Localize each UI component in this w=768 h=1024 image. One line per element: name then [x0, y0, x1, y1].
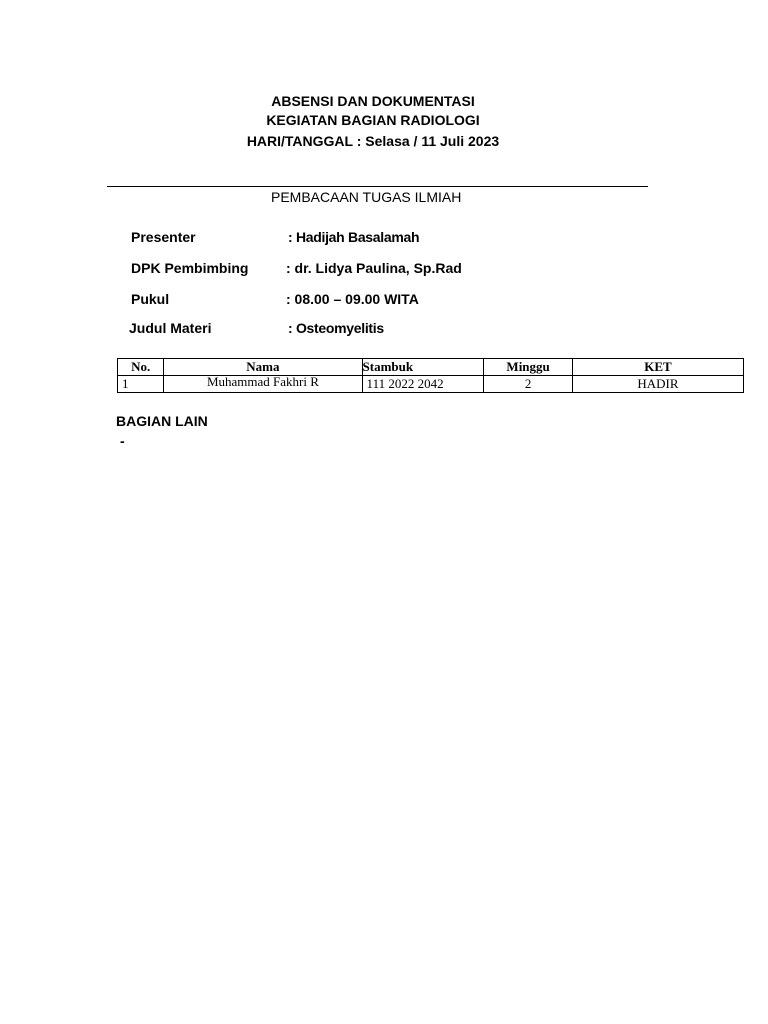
title-line-2: KEGIATAN BAGIAN RADIOLOGI [266, 112, 480, 128]
header-minggu: Minggu [484, 359, 573, 376]
presenter-value: : Hadijah Basalamah [288, 229, 420, 245]
topic-value: : Osteomyelitis [288, 320, 384, 336]
supervisor-label: DPK Pembimbing [131, 260, 249, 276]
header-no: No. [118, 359, 164, 376]
topic-label: Judul Materi [129, 320, 212, 336]
other-section-title: BAGIAN LAIN [116, 413, 208, 429]
supervisor-value: : dr. Lidya Paulina, Sp.Rad [286, 260, 462, 276]
other-section-item: - [120, 433, 125, 449]
cell-nama [164, 376, 362, 393]
header-nama: Nama [164, 359, 362, 376]
date-line: HARI/TANGGAL : Selasa / 11 Juli 2023 [246, 133, 500, 149]
attendance-table [117, 358, 744, 393]
presenter-label: Presenter [131, 229, 196, 245]
title-line-1: ABSENSI DAN DOKUMENTASI [271, 93, 475, 109]
header-ket: KET [572, 359, 743, 376]
time-value: : 08.00 – 09.00 WITA [286, 291, 419, 307]
table-header-row [118, 359, 744, 376]
cell-no: 1 [118, 376, 164, 393]
header-stambuk: Stambuk [362, 359, 484, 376]
cell-ket: HADIR [572, 376, 743, 393]
time-label: Pukul [131, 291, 170, 307]
cell-nama-text: Muhammad Fakhri R [206, 375, 319, 389]
cell-minggu: 2 [484, 376, 573, 393]
divider-line [107, 186, 648, 187]
section-title: PEMBACAAN TUGAS ILMIAH [271, 189, 462, 205]
table-row [118, 376, 744, 393]
cell-stambuk: 111 2022 2042 [362, 376, 484, 393]
